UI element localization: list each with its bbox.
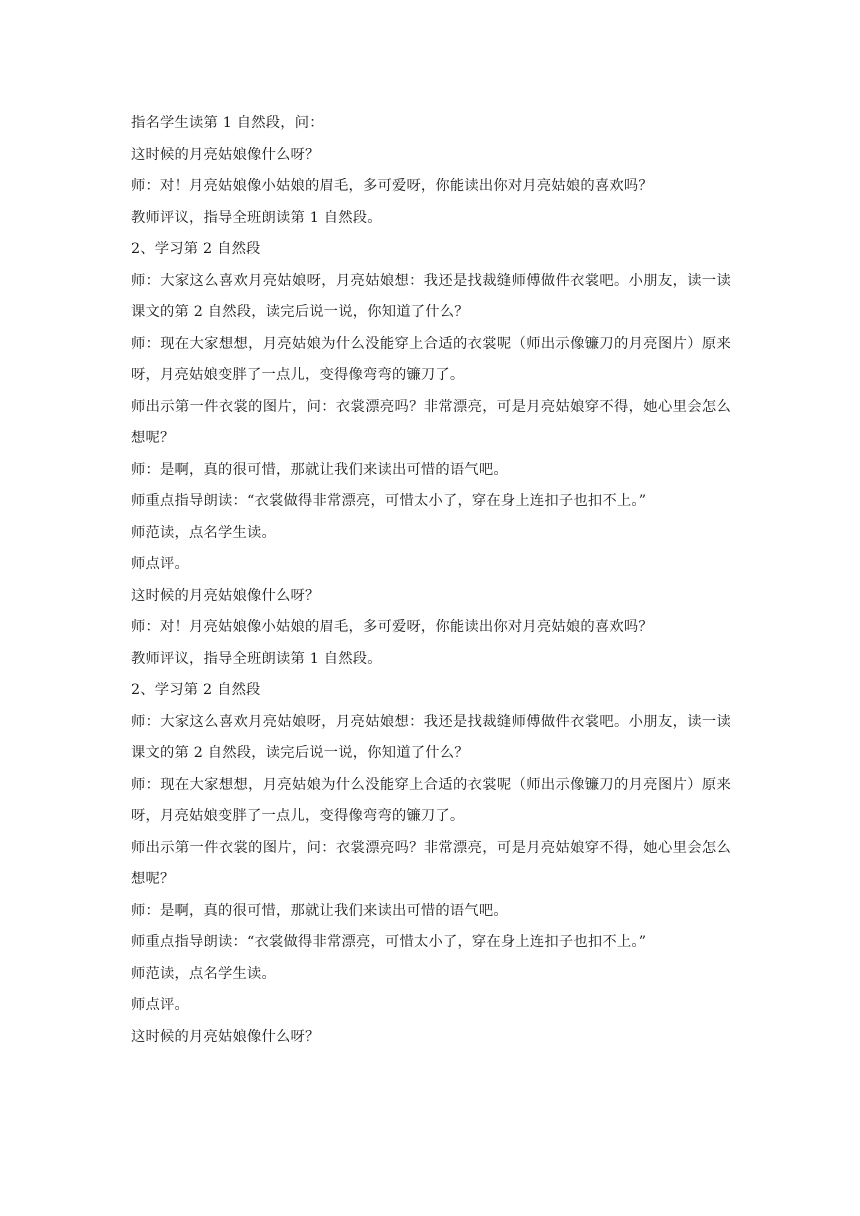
paragraph: 师：大家这么喜欢月亮姑娘呀，月亮姑娘想：我还是找裁缝师傅做件衣裳吧。小朋友，读一读课文的第 2 自然段，读完后说一说，你知道了什么？	[131, 713, 731, 761]
paragraph: 这时候的月亮姑娘像什么呀？	[131, 1028, 320, 1045]
paragraph: 师范读，点名学生读。	[131, 965, 276, 982]
paragraph: 师：对！月亮姑娘像小姑娘的眉毛，多可爱呀，你能读出你对月亮姑娘的喜欢吗？	[131, 619, 653, 635]
paragraph: 教师评议，指导全班朗读第 1 自然段。	[131, 209, 382, 226]
paragraph: 师：是啊，真的很可惜，那就让我们来读出可惜的语气吧。	[131, 461, 508, 478]
paragraph: 这时候的月亮姑娘像什么呀？	[131, 587, 320, 604]
paragraph: 师出示第一件衣裳的图片，问：衣裳漂亮吗？非常漂亮，可是月亮姑娘穿不得，她心里会怎么想呢？	[131, 398, 731, 446]
paragraph: 师：现在大家想想，月亮姑娘为什么没能穿上合适的衣裳呢（师出示像镰刀的月亮图片）原来呀，月亮姑娘变胖了一点儿，变得像弯弯的镰刀了。	[131, 335, 731, 383]
paragraph: 师范读，点名学生读。	[131, 524, 276, 541]
paragraph: 教师评议，指导全班朗读第 1 自然段。	[131, 650, 382, 667]
paragraph: 师：大家这么喜欢月亮姑娘呀，月亮姑娘想：我还是找裁缝师傅做件衣裳吧。小朋友，读一读课文的第 2 自然段，读完后说一说，你知道了什么？	[131, 272, 731, 320]
section-heading: 2、学习第 2 自然段	[131, 241, 261, 257]
paragraph: 师出示第一件衣裳的图片，问：衣裳漂亮吗？非常漂亮，可是月亮姑娘穿不得，她心里会怎么想呢？	[131, 839, 731, 887]
paragraph: 师重点指导朗读：“衣裳做得非常漂亮，可惜太小了，穿在身上连扣子也扣不上。”	[131, 493, 647, 509]
paragraph: 指名学生读第 1 自然段，问：	[131, 115, 324, 131]
paragraph: 这时候的月亮姑娘像什么呀？	[131, 146, 320, 163]
paragraph: 师点评。	[131, 556, 189, 572]
paragraph: 师：是啊，真的很可惜，那就让我们来读出可惜的语气吧。	[131, 902, 508, 919]
paragraph: 师：对！月亮姑娘像小姑娘的眉毛，多可爱呀，你能读出你对月亮姑娘的喜欢吗？	[131, 178, 653, 194]
section-heading: 2、学习第 2 自然段	[131, 682, 261, 698]
paragraph: 师点评。	[131, 997, 189, 1013]
paragraph: 师重点指导朗读：“衣裳做得非常漂亮，可惜太小了，穿在身上连扣子也扣不上。”	[131, 934, 647, 950]
document-body	[131, 108, 731, 1053]
paragraph: 师：现在大家想想，月亮姑娘为什么没能穿上合适的衣裳呢（师出示像镰刀的月亮图片）原来呀，月亮姑娘变胖了一点儿，变得像弯弯的镰刀了。	[131, 776, 731, 824]
